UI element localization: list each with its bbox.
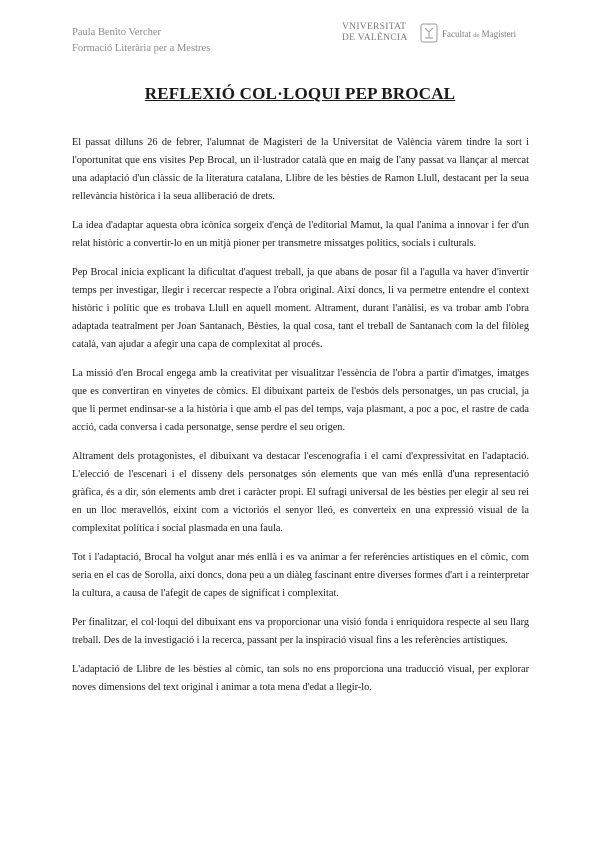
paragraph: La missió d'en Brocal engega amb la creativitat per visualitzar l'essència de l'obra a partir d'imatges, imatges que es convertiran en vinyetes de còmics. El dibuixant parteix de l'esbós dels personatges, un pas crucial, ja que li permet endinsar-se a la història i que amb el pas del temps, vaja plasmant, a poc a poc, el rastre de cada acció, cada conversa i cada personatge, sense perdre el seu origen. [72,368,529,433]
document-header [72,25,210,57]
paragraph: La idea d'adaptar aquesta obra icònica sorgeix d'ençà de l'editorial Mamut, la qual l'anima a innovar i fer d'un relat històric a convertir-lo en un mitjà pioner per transmetre missatges polítics, socials i culturals. [72,220,529,249]
paragraph: L'adaptació de Llibre de les bèsties al còmic, tan sols no ens proporciona una traducció visual, per explorar noves dimensions del text original i animar a tota mena d'edat a llegir-lo. [72,664,529,693]
paragraph: El passat dilluns 26 de febrer, l'alumnat de Magisteri de la Universitat de València vàrem tindre la sort i l'oportunitat que ens visites Pep Brocal, un il·lustrador català que en maig de l'any passat va llançar al mercat una adaptació d'un clàssic de la literatura catalana, Llibre de les bèsties de Ramon Llull, destacant per la seua rellevància històrica i la seua alliberació de drets. [72,137,529,202]
course-name: Formació Literària per a Mestres [72,43,211,54]
page-title: REFLEXIÓ COL·LOQUI PEP BROCAL [144,84,456,103]
university-emblem-icon [420,23,438,43]
university-logo: VNIVERSITAT DE VALÈNCIA [342,22,408,43]
institution-logos [342,22,532,48]
faculty-logo: Facultat de Magisteri [442,29,517,39]
paragraph: Tot i l'adaptació, Brocal ha volgut anar més enllà i es va animar a fer referències artístiques en el còmic, com seria en el cas de Sorolla, així doncs, dona peu a un diàleg fascinant entre diverses formes d'art i a reinterpretar la cultura, a causa de l'afegit de capes de significat i complexitat. [72,552,529,599]
paragraph: Altrament dels protagonistes, el dibuixant va destacar l'escenografia i el camí d'expressivitat en l'adaptació. L'elecció de l'escenari i el disseny dels personatges són elements que van més enllà d'una representació gràfica, és a dir, són elements amb dret i caràcter propi. El sufragi universal de les bèsties per elegir al seu rei en un lloc meravellós, eixint com a victoriós el senyor lleó, es converteix en una expressió visual de la complexitat política i social plasmada en una faula. [72,451,529,534]
paragraph: Per finalitzar, el col·loqui del dibuixant ens va proporcionar una visió fonda i enriquidora respecte al seu llarg treball. Des de la investigació i la recerca, passant per la inspiració visual fins a les referències artístiques. [72,617,529,646]
paragraph: Pep Brocal inicia explicant la dificultat d'aquest treball, ja que abans de posar fil a l'agulla va haver d'invertir temps per investigar, llegir i recercar respecte a l'obra original. Així doncs, li va permetre entendre el context històric i polític que es trobava Llull en aquell moment. Altrament, durant l'anàlisi, es va trobar amb l'obra adaptada teatralment per Joan Santanach, Bèsties, la qual cosa, tant el treball de Santanach com la del filòleg català, van ajudar a afegir una capa de complexitat al procés. [72,267,529,350]
author-name: Paula Benito Vercher [72,27,162,38]
document-body [72,134,529,708]
